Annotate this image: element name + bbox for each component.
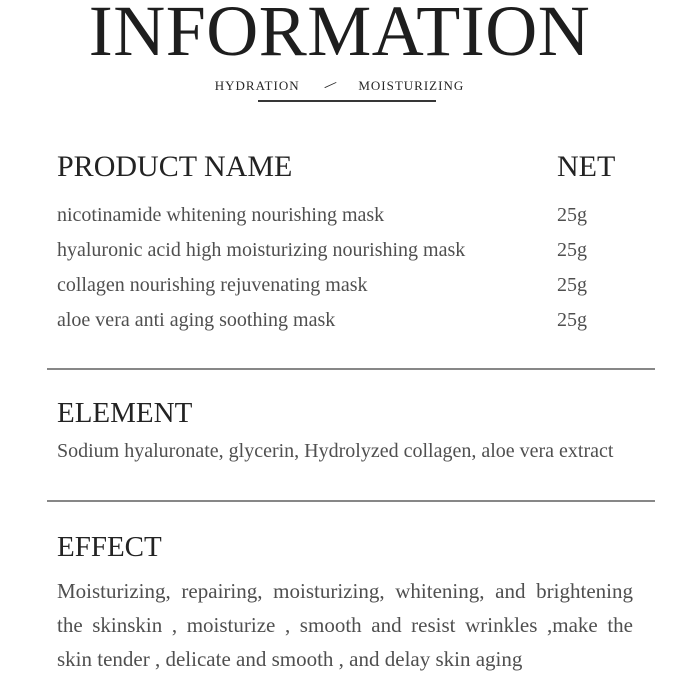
product-name-cell: hyaluronic acid high moisturizing nourishing mask <box>57 239 466 261</box>
slash-icon: / <box>322 75 338 94</box>
effect-text-line: Moisturizing, repairing, moisturizing, whitening, and brightening <box>57 579 633 603</box>
effect-description <box>57 574 633 676</box>
product-name-cell: aloe vera anti aging soothing mask <box>57 309 336 331</box>
product-name-cell: nicotinamide whitening nourishing mask <box>57 204 385 226</box>
table-row <box>47 272 655 298</box>
subtitle-hydration-label: HYDRATION <box>214 78 300 93</box>
product-name-header: PRODUCT NAME <box>57 150 293 183</box>
net-weight-cell: 25g <box>557 204 587 226</box>
net-weight-cell: 25g <box>557 239 587 261</box>
section-divider <box>47 368 655 370</box>
element-ingredients-text: Sodium hyaluronate, glycerin, Hydrolyzed collagen, aloe vera extract <box>57 440 614 462</box>
section-divider <box>47 500 655 502</box>
table-row <box>47 237 655 263</box>
table-row <box>47 202 655 228</box>
element-section-heading: ELEMENT <box>57 397 193 429</box>
net-weight-cell: 25g <box>557 274 587 296</box>
content-area <box>47 0 655 679</box>
table-row <box>47 307 655 333</box>
net-header: NET <box>557 150 616 183</box>
product-name-cell: collagen nourishing rejuvenating mask <box>57 274 368 296</box>
effect-section-heading: EFFECT <box>57 531 162 563</box>
page-title: INFORMATION <box>88 0 591 71</box>
subtitle-moisturizing-label: MOISTURIZING <box>358 78 465 93</box>
effect-text-line: skin tender , delicate and smooth , and delay skin aging <box>57 647 523 671</box>
effect-text-line: the skinskin , moisturize , smooth and resist wrinkles ,make the <box>57 613 633 637</box>
net-weight-cell: 25g <box>557 309 587 331</box>
